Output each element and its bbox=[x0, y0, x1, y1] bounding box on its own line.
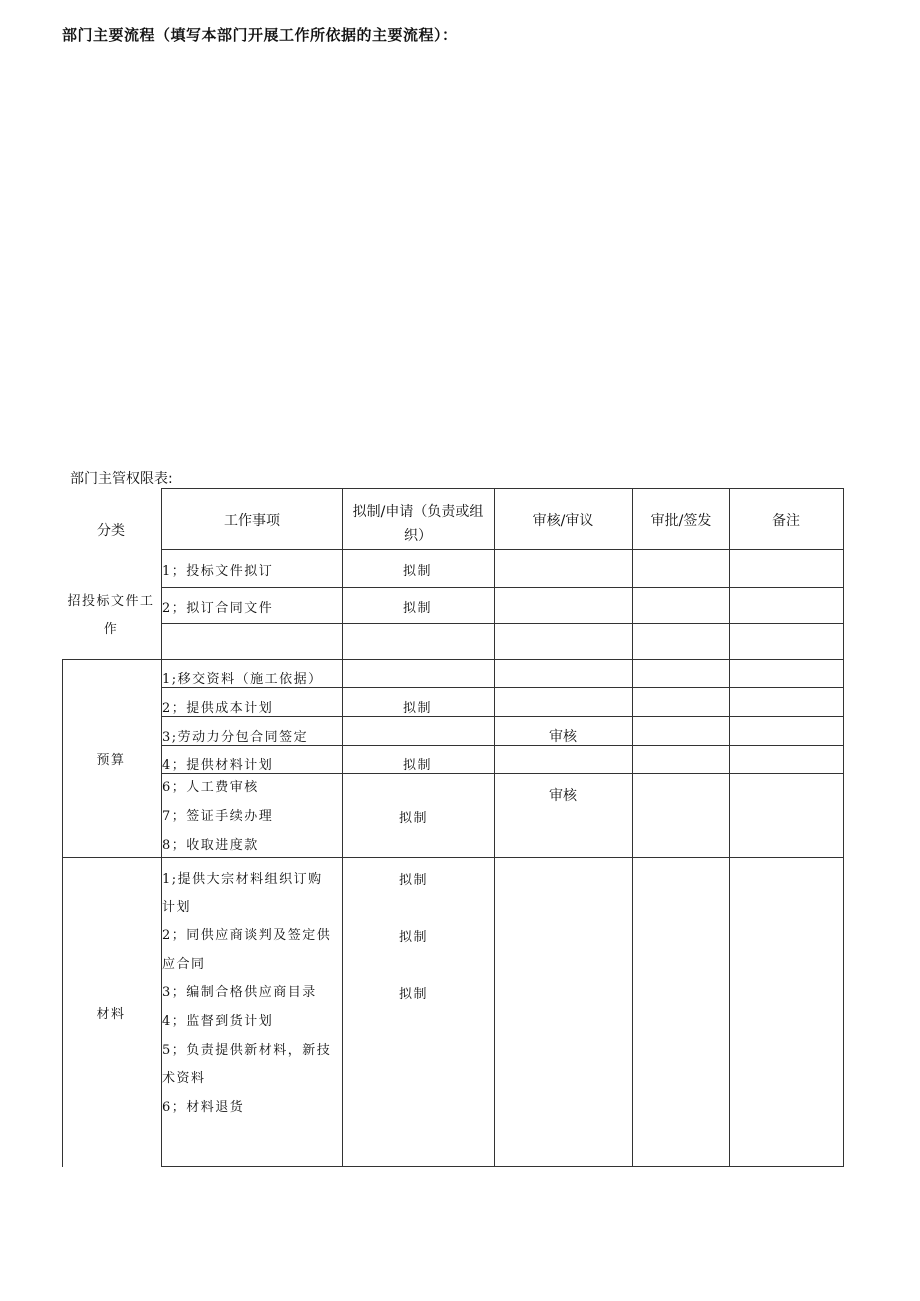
header-review: 审核/审议 bbox=[532, 513, 594, 529]
page-heading: 部门主要流程（填写本部门开展工作所依据的主要流程）： bbox=[62, 26, 458, 44]
table-item: 2；同供应商谈判及签定供 bbox=[162, 928, 332, 943]
row-divider bbox=[161, 549, 844, 550]
header-draft-line1: 拟制/申请（负责或组 bbox=[352, 504, 484, 520]
row-divider bbox=[161, 687, 844, 688]
review-cell: 审核 bbox=[549, 729, 577, 745]
header-category: 分类 bbox=[97, 523, 125, 539]
table-item: 计划 bbox=[162, 900, 192, 915]
category-materials: 材料 bbox=[96, 1007, 126, 1022]
row-divider bbox=[161, 623, 844, 624]
draft-cell: 拟制 bbox=[403, 601, 433, 616]
category-bidding-line1: 招投标文件工 bbox=[67, 594, 155, 609]
row-divider bbox=[161, 587, 844, 588]
draft-cell: 拟制 bbox=[399, 811, 429, 826]
authority-table bbox=[62, 488, 844, 1167]
draft-cell: 拟制 bbox=[399, 987, 429, 1002]
draft-cell: 拟制 bbox=[399, 873, 429, 888]
group-divider bbox=[62, 659, 844, 660]
table-item: 7；签证手续办理 bbox=[162, 809, 274, 824]
category-budget: 预算 bbox=[96, 753, 126, 768]
table-border-right bbox=[843, 488, 844, 1167]
table-item: 8；收取进度款 bbox=[162, 838, 259, 853]
table-item: 6；人工费审核 bbox=[162, 780, 259, 795]
review-cell: 审核 bbox=[549, 788, 577, 804]
draft-cell: 拟制 bbox=[399, 930, 429, 945]
table-item: 3;劳动力分包合同签定 bbox=[162, 730, 309, 745]
table-item: 4；提供材料计划 bbox=[162, 758, 274, 773]
table-item: 应合同 bbox=[162, 957, 206, 972]
table-item: 6；材料退货 bbox=[162, 1100, 245, 1115]
row-divider bbox=[161, 773, 844, 774]
table-caption: 部门主管权限表: bbox=[70, 471, 173, 487]
col-divider bbox=[161, 488, 162, 1167]
table-item: 2；提供成本计划 bbox=[162, 701, 274, 716]
table-border-top bbox=[161, 488, 844, 489]
table-item: 5；负责提供新材料，新技 bbox=[162, 1043, 332, 1058]
table-border-left bbox=[62, 659, 63, 1167]
table-item: 术资料 bbox=[162, 1071, 206, 1086]
col-divider bbox=[342, 488, 343, 1167]
col-divider bbox=[632, 488, 633, 1167]
draft-cell: 拟制 bbox=[403, 564, 433, 579]
header-approve: 审批/签发 bbox=[650, 513, 712, 529]
category-bidding-line2: 作 bbox=[103, 622, 119, 637]
table-item: 4；监督到货计划 bbox=[162, 1014, 274, 1029]
row-divider bbox=[161, 716, 844, 717]
table-border-bottom bbox=[161, 1166, 844, 1167]
header-remark: 备注 bbox=[772, 513, 800, 529]
table-item: 1;移交资料（施工依据） bbox=[162, 672, 323, 687]
row-divider bbox=[161, 745, 844, 746]
col-divider bbox=[729, 488, 730, 1167]
group-divider bbox=[62, 857, 844, 858]
table-item: 2；拟订合同文件 bbox=[162, 601, 274, 616]
table-item: 3；编制合格供应商目录 bbox=[162, 985, 317, 1000]
table-item: 1；投标文件拟订 bbox=[162, 564, 274, 579]
col-divider bbox=[494, 488, 495, 1167]
header-draft-line2: 织） bbox=[404, 528, 432, 544]
header-item: 工作事项 bbox=[224, 513, 280, 529]
table-item: 1;提供大宗材料组织订购 bbox=[162, 872, 323, 887]
draft-cell: 拟制 bbox=[403, 758, 433, 773]
draft-cell: 拟制 bbox=[403, 701, 433, 716]
